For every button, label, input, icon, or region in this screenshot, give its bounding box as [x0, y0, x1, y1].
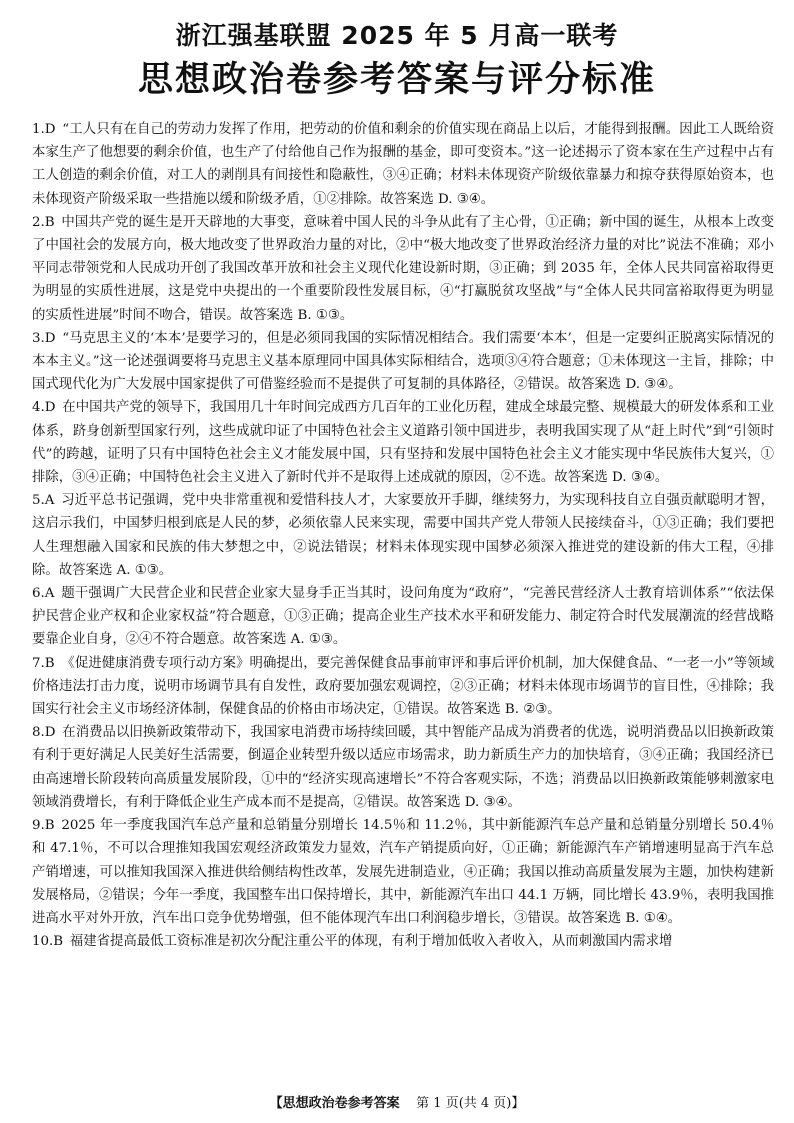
answer-explanation: 2025 年一季度我国汽车总产量和总销量分别增长 14.5％和 11.2％，其中新能源汽车总产量和总销量分别增长 50.4％和 47.1％，不可以合理推知我国宏观经济政策发力显效，汽车产销提质向好，①正确；新能源汽车产销增速明显高于汽车总产销增速，可以推知我国深入推进供给侧结构性改革，发展先进制造业，④正确；我国以推动高质量发展为主题，加快构建新发展格局，②错误；今年一季度，我国整车出口保持增长，其中，新能源汽车出口 44.1 万辆，同比增长 43.9％，表明我国推进高水平对外开放，汽车出口竞争优势增强，但不能体现汽车出口利润稳步增长，③错误。故答案选 B. ①④。	[32, 818, 774, 926]
page-footer	[0, 1092, 794, 1111]
answer-number: 8.D	[32, 725, 56, 741]
answer-item	[32, 118, 774, 211]
answer-explanation: “工人只有在自己的劳动力发挥了作用，把劳动的价值和剩余的价值实现在商品上以后，才能得到报酬。因此工人既给资本家生产了他想要的剩余价值，也生产了付给他自己作为报酬的基金，即可变资本。”这一论述揭示了资本家在生产过程中占有工人创造的剩余价值，对工人的剥削具有间接性和隐蔽性，③④正确；材料未体现资产阶级依靠暴力和掠夺获得原始资本，也未体现资产阶级采取一些措施以缓和阶级矛盾，①②排除。故答案选 D. ③④。	[32, 122, 774, 207]
answer-number: 9.B	[32, 818, 55, 834]
answer-item	[32, 582, 774, 652]
answer-item	[32, 489, 774, 582]
answer-explanation: 题干强调广大民营企业和民营企业家大显身手正当其时，设问角度为“政府”，“完善民营经济人士教育培训体系”“依法保护民营企业产权和企业家权益”符合题意，①③正确；提高企业生产技术水平和研发能力、制定符合时代发展潮流的经营战略要靠企业自身，②④不符合题意。故答案选 A. ①③。	[32, 586, 774, 648]
answer-item	[32, 652, 774, 722]
answer-number: 6.A	[32, 586, 55, 602]
answer-item	[32, 396, 774, 489]
answer-item	[32, 211, 774, 327]
exam-title: 浙江强基联盟 2025 年 5 月高一联考	[175, 21, 619, 50]
answer-number: 5.A	[32, 493, 55, 509]
answer-number: 10.B	[32, 934, 64, 950]
answer-explanation: “马克思主义的‘本本’是要学习的，但是必须同我国的实际情况相结合。我们需要‘本本’，但是一定要纠正脱离实际情况的本本主义。”这一论述强调要将马克思主义基本原理同中国具体实际相结合，选项③④符合题意；①未体现这一主旨，排除；中国式现代化为广大发展中国家提供了可借鉴经验而不是提供了可复制的具体路径，②错误。故答案选 D. ③④。	[32, 330, 774, 393]
answer-number: 1.D	[32, 122, 56, 137]
answer-explanation: 习近平总书记强调，党中央非常重视和爱惜科技人才，大家要放开手脚，继续努力，为实现科技自立自强贡献聪明才智，这启示我们，中国梦归根到底是人民的梦，必须依靠人民来实现，需要中国共产党人带领人民接续奋斗，①③正确；我们要把人生理想融入国家和民族的伟大梦想之中，②说法错误；材料未体现实现中国梦必须深入推进党的建设新的伟大工程，④排除。故答案选 A. ①③。	[32, 493, 774, 578]
answer-number: 3.D	[32, 330, 56, 346]
answer-item	[32, 721, 774, 814]
answer-item	[32, 930, 774, 953]
answer-item	[32, 327, 774, 397]
answer-explanation: 福建省提高最低工资标准是初次分配注重公平的体现，有利于增加低收入者收入，从而刺激国内需求增	[69, 934, 673, 950]
answer-explanation: 《促进健康消费专项行动方案》明确提出，要完善保健食品事前审评和事后评价机制，加大保健食品、“一老一小”等领域价格违法打击力度，说明市场调节具有自发性，政府要加强宏观调控，②③正确；材料未体现市场调节的盲目性，④排除；我国实行社会主义市场经济体制，保健食品的价格由市场决定，①错误。故答案选 B. ②③。	[32, 655, 774, 718]
answer-number: 7.B	[32, 655, 55, 671]
footer-label: 【思想政治卷参考答案	[269, 1096, 400, 1111]
answer-explanation: 在中国共产党的领导下，我国用几十年时间完成西方几百年的工业化历程，建成全球最完整、规模最大的研发体系和工业体系，跻身创新型国家行列，这些成就印证了中国特色社会主义道路引领中国进步，表明我国实现了从“赶上时代”到“引领时代”的跨越，证明了只有中国特色社会主义才能发展中国，只有坚持和发展中国特色社会主义才能实现中华民族伟大复兴，①排除，③④正确；中国特色社会主义进入了新时代并不是取得上述成就的原因，②不选。故答案选 D. ③④。	[32, 400, 774, 486]
answer-number: 2.B	[32, 214, 55, 230]
answer-key-title: 思想政治卷参考答案与评分标准	[137, 60, 656, 100]
answer-item	[32, 814, 774, 930]
footer-page-number: 第 1 页(共 4 页)】	[416, 1096, 525, 1111]
answer-list	[32, 118, 774, 953]
answer-number: 4.D	[32, 400, 56, 416]
answer-explanation: 在消费品以旧换新政策带动下，我国家电消费市场持续回暖，其中智能产品成为消费者的优选，说明消费品以旧换新政策有利于更好满足人民美好生活需要，倒逼企业转型升级以适应市场需求，助力新质生产力的加快培育，③④正确；我国经济已由高速增长阶段转向高质量发展阶段，①中的“经济实现高速增长”不符合客观实际，不选；消费品以旧换新政策能够刺激家电领域消费增长，有利于降低企业生产成本而不是提高，②错误。故答案选 D. ③④。	[32, 725, 774, 810]
answer-explanation: 中国共产党的诞生是开天辟地的大事变，意味着中国人民的斗争从此有了主心骨，①正确；新中国的诞生，从根本上改变了中国社会的发展方向，极大地改变了世界政治力量的对比，②中“极大地改变了世界政治经济力量的对比”说法不准确；邓小平同志带领党和人民成功开创了我国改革开放和社会主义现代化建设新时期，③正确；到 2035 年，全体人民共同富裕取得更为明显的实质性进展，这是党中央提出的一个重要阶段性发展目标，④“打赢脱贫攻坚战”与“全体人民共同富裕取得更为明显的实质性进展”时间不吻合，错误。故答案选 B. ①③。	[32, 214, 774, 323]
